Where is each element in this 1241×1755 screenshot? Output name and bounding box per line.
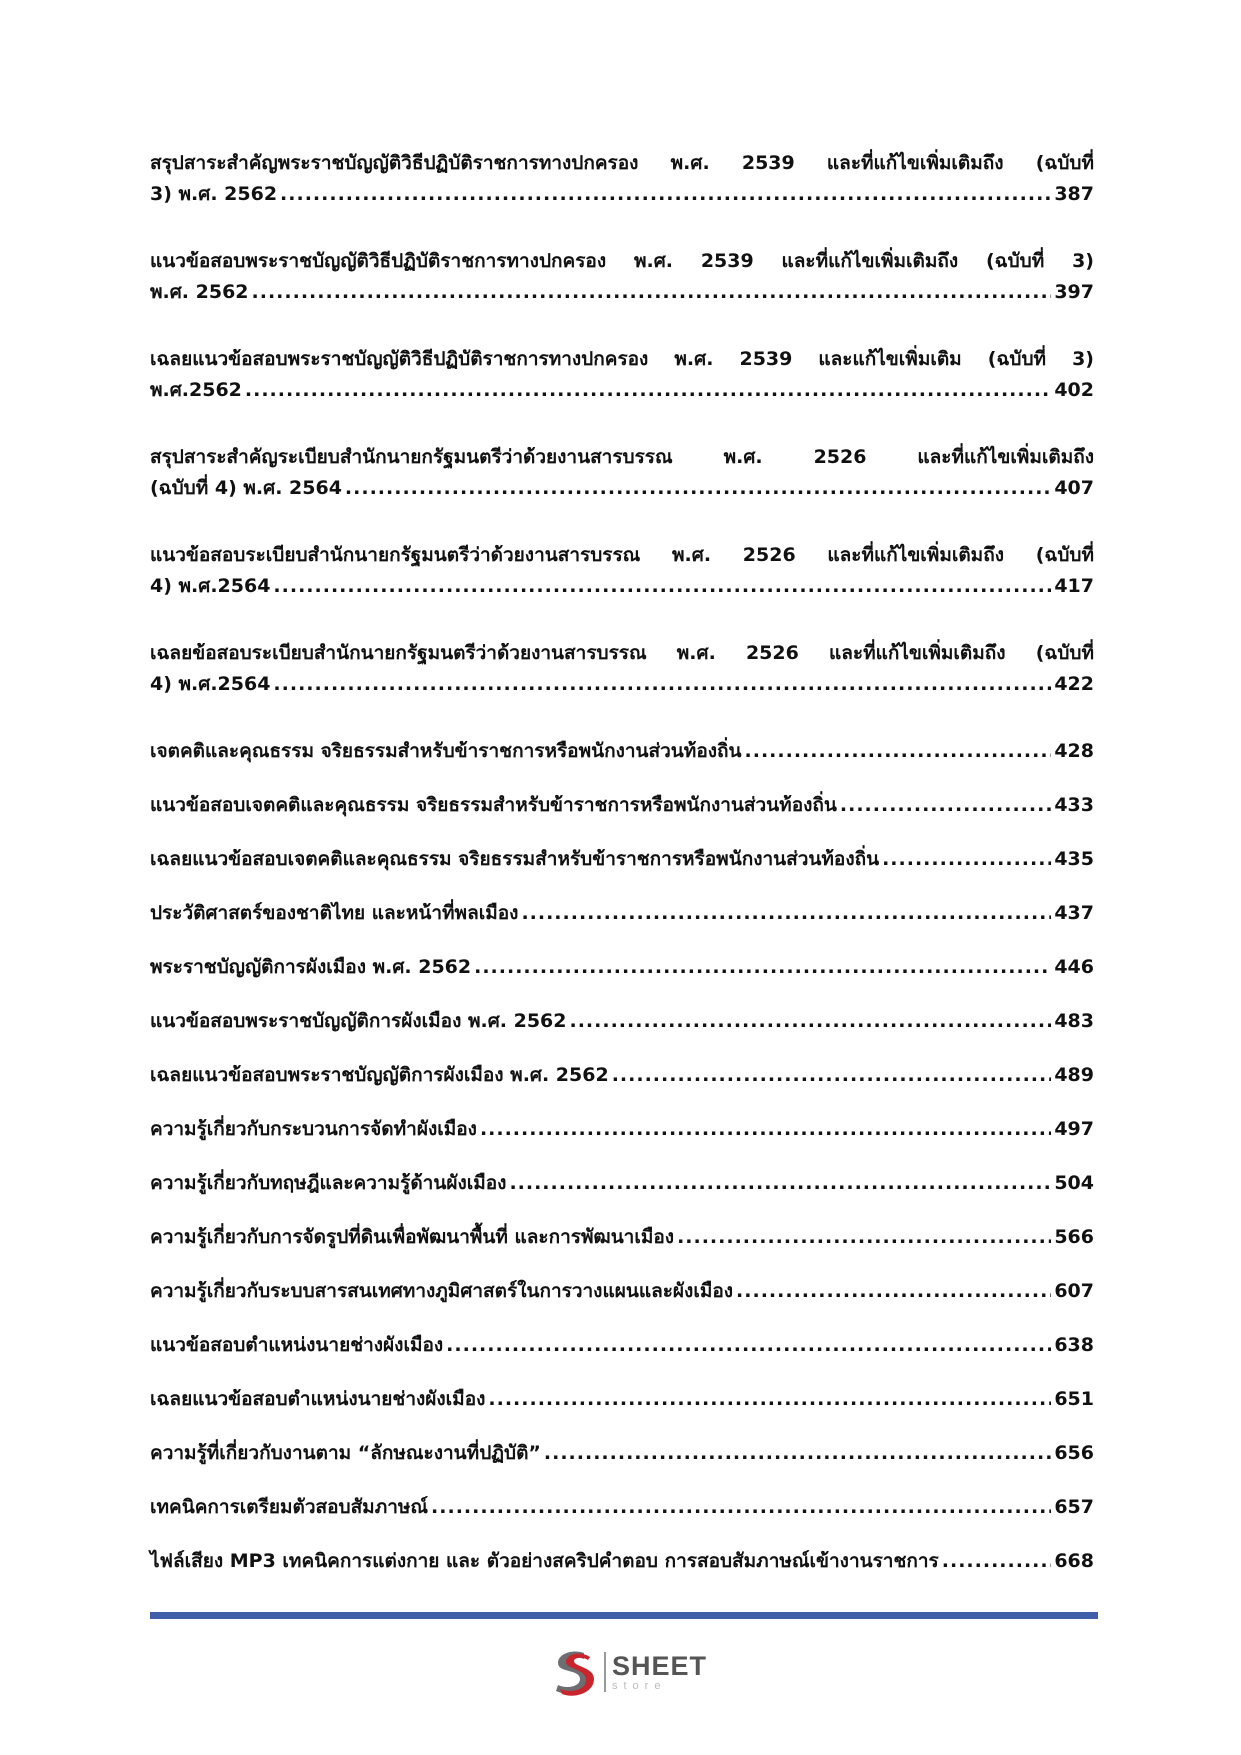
toc-leader-dots — [521, 898, 1051, 929]
toc-entry[interactable] — [150, 246, 1094, 308]
toc-entry[interactable] — [150, 1222, 1094, 1253]
toc-page-number: 428 — [1054, 740, 1094, 762]
logo-subword: store — [612, 1679, 667, 1692]
toc-leader-dots — [677, 1222, 1051, 1253]
toc-page-number: 657 — [1054, 1496, 1094, 1518]
toc-entry[interactable] — [150, 1546, 1094, 1577]
logo-word: SHEET — [612, 1650, 708, 1681]
toc-entry-title-line2: 3) พ.ศ. 2562 — [150, 183, 278, 205]
toc-entry[interactable] — [150, 1168, 1094, 1199]
toc-page-number: 656 — [1054, 1442, 1094, 1464]
toc-page-number: 397 — [1054, 281, 1094, 303]
toc-page-number: 407 — [1054, 477, 1094, 499]
toc-entry-title-line1: แนวข้อสอบพระราชบัญญัติวิธีปฏิบัติราชการทางปกครอง พ.ศ. 2539 และที่แก้ไขเพิ่มเติมถึง (ฉบับที่ 3) — [150, 250, 1094, 272]
toc-entry-title: แนวข้อสอบพระราชบัญญัติการผังเมือง พ.ศ. 2562 — [150, 1010, 567, 1032]
toc-page-number: 607 — [1054, 1280, 1094, 1302]
toc-entry-title: ความรู้ที่เกี่ยวกับงานตาม “ลักษณะงานที่ปฏิบัติ” — [150, 1442, 541, 1464]
toc-page-number: 435 — [1054, 848, 1094, 870]
toc-leader-dots — [840, 790, 1051, 821]
toc-entry[interactable] — [150, 540, 1094, 602]
toc-entry[interactable] — [150, 1276, 1094, 1307]
toc-entry[interactable] — [150, 1114, 1094, 1145]
toc-entry-title: ความรู้เกี่ยวกับทฤษฎีและความรู้ด้านผังเมือง — [150, 1172, 507, 1194]
toc-page-number: 497 — [1054, 1118, 1094, 1140]
toc-page-number: 668 — [1054, 1550, 1094, 1572]
toc-leader-dots — [280, 179, 1051, 210]
toc-entry-title: แนวข้อสอบตำแหน่งนายช่างผังเมือง — [150, 1334, 444, 1356]
toc-page-number: 437 — [1054, 902, 1094, 924]
toc-entry[interactable] — [150, 638, 1094, 700]
toc-leader-dots — [431, 1492, 1051, 1523]
toc-page-number: 433 — [1054, 794, 1094, 816]
toc-leader-dots — [569, 1006, 1051, 1037]
toc-leader-dots — [488, 1384, 1051, 1415]
toc-entry[interactable] — [150, 736, 1094, 767]
toc-entry[interactable] — [150, 1438, 1094, 1469]
toc-entry-title: ไฟล์เสียง MP3 เทคนิคการแต่งกาย และ ตัวอย่างสคริปคำตอบ การสอบสัมภาษณ์เข้างานราชการ — [150, 1550, 939, 1572]
toc-leader-dots — [446, 1330, 1051, 1361]
toc-entry-title: ความรู้เกี่ยวกับการจัดรูปที่ดินเพื่อพัฒนาพื้นที่ และการพัฒนาเมือง — [150, 1226, 675, 1248]
toc-page-number: 489 — [1054, 1064, 1094, 1086]
toc-entry-title: พระราชบัญญัติการผังเมือง พ.ศ. 2562 — [150, 956, 472, 978]
toc-entry-title-line2: 4) พ.ศ.2564 — [150, 673, 271, 695]
toc-entry[interactable] — [150, 148, 1094, 210]
toc-entry-title-line2: (ฉบับที่ 4) พ.ศ. 2564 — [150, 477, 342, 499]
toc-page-number: 483 — [1054, 1010, 1094, 1032]
toc-entry-title: เจตคติและคุณธรรม จริยธรรมสำหรับข้าราชการหรือพนักงานส่วนท้องถิ่น — [150, 740, 742, 762]
toc-leader-dots — [509, 1168, 1051, 1199]
toc-leader-dots — [745, 736, 1052, 767]
toc-entry-title-line1: สรุปสาระสำคัญระเบียบสำนักนายกรัฐมนตรีว่าด้วยงานสารบรรณ พ.ศ. 2526 และที่แก้ไขเพิ่มเติมถึง — [150, 446, 1094, 468]
table-of-contents — [150, 148, 1094, 1600]
footer-rule — [150, 1612, 1098, 1619]
sheet-store-logo — [550, 1645, 707, 1699]
toc-page-number: 422 — [1054, 673, 1094, 695]
toc-entry-title: เฉลยแนวข้อสอบเจตคติและคุณธรรม จริยธรรมสำหรับข้าราชการหรือพนักงานส่วนท้องถิ่น — [150, 848, 880, 870]
toc-page-number: 504 — [1054, 1172, 1094, 1194]
toc-page-number: 387 — [1054, 183, 1094, 205]
toc-entry-title: แนวข้อสอบเจตคติและคุณธรรม จริยธรรมสำหรับข้าราชการหรือพนักงานส่วนท้องถิ่น — [150, 794, 837, 816]
toc-leader-dots — [544, 1438, 1051, 1469]
toc-leader-dots — [273, 669, 1051, 700]
toc-leader-dots — [345, 473, 1051, 504]
toc-entry[interactable] — [150, 1492, 1094, 1523]
toc-entry[interactable] — [150, 442, 1094, 504]
toc-entry[interactable] — [150, 844, 1094, 875]
logo-separator — [604, 1652, 606, 1692]
toc-entry-title: ประวัติศาสตร์ของชาติไทย และหน้าที่พลเมือง — [150, 902, 519, 924]
toc-entry-title: เทคนิคการเตรียมตัวสอบสัมภาษณ์ — [150, 1496, 429, 1518]
toc-entry[interactable] — [150, 1330, 1094, 1361]
toc-leader-dots — [480, 1114, 1051, 1145]
toc-entry-title-line1: เฉลยแนวข้อสอบพระราชบัญญัติวิธีปฏิบัติราชการทางปกครอง พ.ศ. 2539 และแก้ไขเพิ่มเติม (ฉบับที่ 3) — [150, 348, 1094, 370]
toc-entry-title: เฉลยแนวข้อสอบพระราชบัญญัติการผังเมือง พ.ศ. 2562 — [150, 1064, 609, 1086]
toc-entry[interactable] — [150, 952, 1094, 983]
toc-leader-dots — [736, 1276, 1051, 1307]
toc-entry[interactable] — [150, 1006, 1094, 1037]
toc-leader-dots — [882, 844, 1051, 875]
toc-entry[interactable] — [150, 898, 1094, 929]
toc-entry-title-line2: พ.ศ.2562 — [150, 379, 242, 401]
toc-leader-dots — [612, 1060, 1052, 1091]
toc-entry[interactable] — [150, 344, 1094, 406]
toc-entry-title-line2: 4) พ.ศ.2564 — [150, 575, 271, 597]
toc-leader-dots — [245, 375, 1051, 406]
toc-page-number: 417 — [1054, 575, 1094, 597]
toc-entry-title-line1: เฉลยข้อสอบระเบียบสำนักนายกรัฐมนตรีว่าด้วยงานสารบรรณ พ.ศ. 2526 และที่แก้ไขเพิ่มเติมถึง (ฉบับที่ — [150, 642, 1094, 664]
toc-entry-title-line2: พ.ศ. 2562 — [150, 281, 249, 303]
toc-leader-dots — [273, 571, 1051, 602]
sheet-s-logo-icon — [550, 1647, 598, 1697]
toc-entry-title: ความรู้เกี่ยวกับกระบวนการจัดทำผังเมือง — [150, 1118, 477, 1140]
toc-entry[interactable] — [150, 790, 1094, 821]
toc-entry[interactable] — [150, 1060, 1094, 1091]
toc-leader-dots — [474, 952, 1051, 983]
toc-leader-dots — [942, 1546, 1052, 1577]
toc-page-number: 651 — [1054, 1388, 1094, 1410]
toc-entry-title-line1: แนวข้อสอบระเบียบสำนักนายกรัฐมนตรีว่าด้วยงานสารบรรณ พ.ศ. 2526 และที่แก้ไขเพิ่มเติมถึง (ฉบับที่ — [150, 544, 1094, 566]
toc-page-number: 446 — [1054, 956, 1094, 978]
toc-entry-title-line1: สรุปสาระสำคัญพระราชบัญญัติวิธีปฏิบัติราชการทางปกครอง พ.ศ. 2539 และที่แก้ไขเพิ่มเติมถึง (ฉบับที่ — [150, 152, 1094, 174]
toc-entry[interactable] — [150, 1384, 1094, 1415]
toc-page-number: 566 — [1054, 1226, 1094, 1248]
toc-leader-dots — [252, 277, 1052, 308]
toc-entry-title: ความรู้เกี่ยวกับระบบสารสนเทศทางภูมิศาสตร์ในการวางแผนและผังเมือง — [150, 1280, 734, 1302]
toc-page-number: 402 — [1054, 379, 1094, 401]
toc-page-number: 638 — [1054, 1334, 1094, 1356]
toc-entry-title: เฉลยแนวข้อสอบตำแหน่งนายช่างผังเมือง — [150, 1388, 486, 1410]
